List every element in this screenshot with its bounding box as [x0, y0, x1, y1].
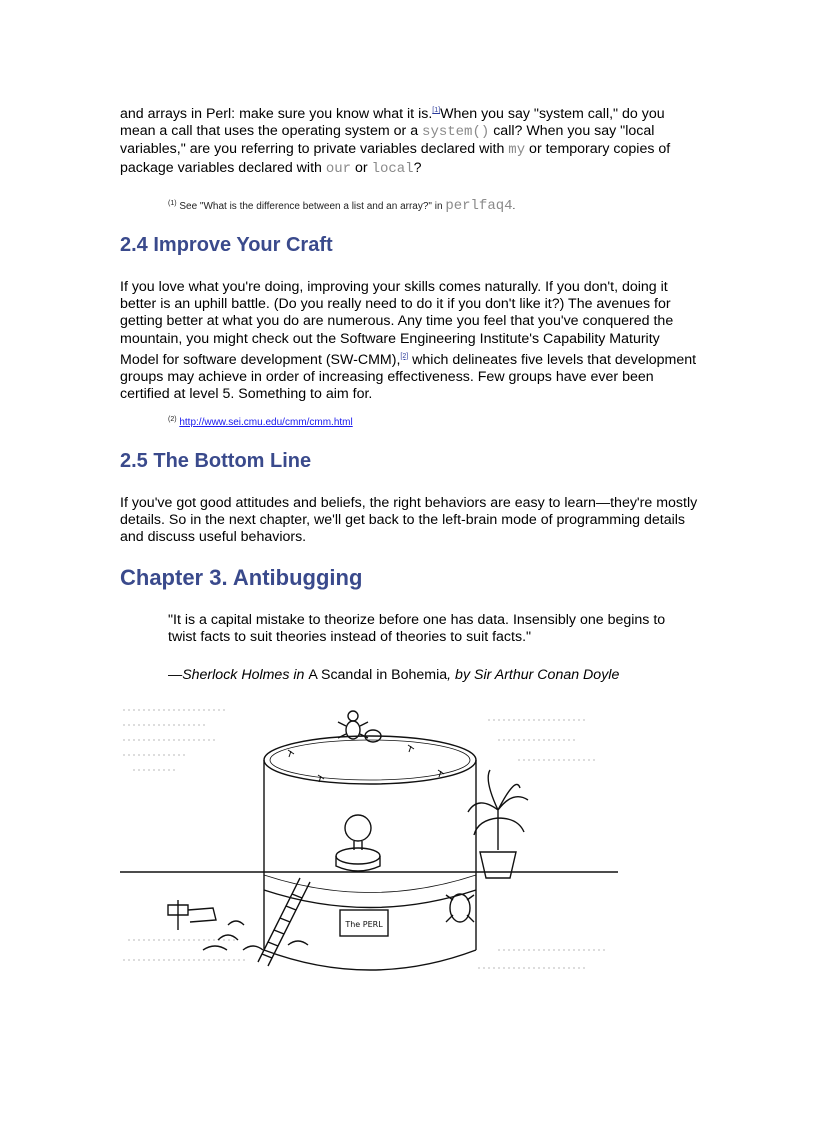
code-local: local — [371, 160, 414, 177]
code-system: system() — [422, 124, 490, 141]
attr-title: A Scandal in Bohemia — [308, 667, 448, 683]
section-2-5-heading: 2.5 The Bottom Line — [120, 450, 312, 472]
section-2-4-body — [120, 279, 702, 403]
intro-paragraph — [120, 102, 700, 178]
bug-crowd — [203, 921, 308, 950]
footnote-2-ref-link[interactable]: [2] — [400, 352, 409, 360]
attr-dash: — — [168, 667, 183, 683]
antibugging-illustration — [118, 700, 623, 978]
attr-by: , by Sir Arthur Conan Doyle — [447, 667, 620, 683]
potted-plant — [468, 770, 528, 878]
section-2-4-heading: 2.4 Improve Your Craft — [120, 234, 333, 256]
section-2-5-body: If you've got good attitudes and beliefs, the right behaviors are easy to learn—they're mostly details. So in the next chapter, we'll get back to the left-brain mode of programming details and discuss useful behaviors. — [120, 495, 698, 546]
jar-lid — [264, 736, 476, 784]
pearl — [345, 815, 371, 841]
code-my: my — [508, 142, 526, 159]
code-perlfaq4: perlfaq4 — [445, 198, 513, 214]
jar-label-text: The PERL — [345, 920, 383, 929]
section-2-4-text: If you love what you're doing, improving your skills comes naturally. If you don't, doing it better is an uphill battle. (Do you really need to do it if you don't like it?) The avenues for getting better at what you do are numerous. Any time you feel that you've conquered the mountain, you might check out the Software Engineering Institute's Capability Maturity Model for software development (SW-CMM), — [120, 279, 674, 368]
bug-right — [450, 894, 470, 922]
hammer — [168, 900, 216, 930]
chapter-3-heading: Chapter 3. Antibugging — [120, 565, 363, 590]
footnote-1-marker: (1) — [168, 200, 177, 207]
intro-text: ? — [413, 159, 422, 176]
footnote-1-end: . — [512, 201, 516, 212]
footnote-2-marker: (2) — [168, 416, 177, 423]
section-2-4-text: which delineates five levels that development groups may achieve in order of increasing effectiveness. Few groups have ever been certified at level 5. Something to aim for. — [120, 351, 697, 403]
intro-text: or — [351, 159, 372, 176]
footnote-1 — [168, 198, 515, 214]
jar-base — [264, 890, 476, 970]
footnote-2 — [168, 416, 353, 428]
intro-text: When you say "system call," do you mean a call that uses the operating system or a — [120, 106, 665, 140]
epigraph-attribution — [168, 667, 619, 683]
intro-text: call? When you say "local variables," are you referring to private variables declared with — [120, 123, 655, 158]
intro-text: and arrays in Perl: make sure you know what it is. — [120, 106, 433, 122]
attr-who: Sherlock Holmes in — [182, 667, 309, 683]
intro-text: or temporary copies of package variables declared with — [120, 141, 671, 176]
cmm-link[interactable]: http://www.sei.cmu.edu/cmm/cmm.html — [179, 417, 353, 428]
code-our: our — [325, 160, 352, 177]
footnote-1-ref-link[interactable]: [1] — [432, 107, 441, 114]
epigraph-quote: "It is a capital mistake to theorize before one has data. Insensibly one begins to twist facts to suit theories instead of theories to suit facts." — [168, 612, 666, 646]
footnote-1-text: See "What is the difference between a list and an array?" in — [176, 201, 446, 212]
